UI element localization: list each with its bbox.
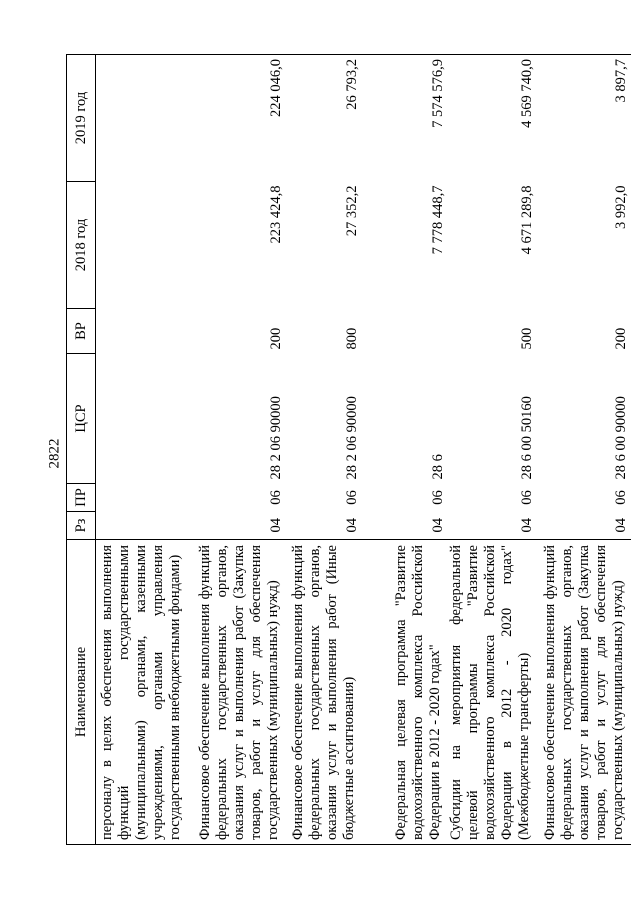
row-2018: 7 778 448,7: [429, 185, 446, 255]
row-pr: 06: [612, 490, 629, 505]
row-2018: [96, 182, 188, 309]
row-2018: 3 992,0: [612, 185, 629, 229]
row-vr: 200: [612, 327, 629, 350]
page-number: 2822: [46, 438, 63, 469]
row-csr: 28 2 06 90000: [267, 396, 284, 480]
row-name: Финансовое обеспечение выполнения функций федеральных государственных органов, оказания услуг и выполнения работ (Закупка товаров, работ и услуг для обеспечения государственных (муниципальных) нужд): [188, 540, 286, 845]
table-row: [537, 55, 631, 845]
table-row: [286, 55, 362, 845]
row-2019: 4 569 740,0: [448, 55, 537, 182]
row-rz: 04: [343, 518, 360, 533]
header-vr: ВР: [67, 309, 96, 354]
table-row: [96, 55, 188, 845]
row-2018: 27 352,2: [343, 185, 360, 237]
row-name: Финансовое обеспечение выполнения функций федеральных государственных органов, оказания услуг и выполнения работ (Иные бюджетные ассигнования): [286, 540, 362, 845]
row-pr: 06: [429, 490, 446, 505]
row-csr: [96, 354, 188, 484]
table-header-row: [67, 55, 96, 845]
row-name: Субсидии на мероприятия федеральной целевой программы "Развитие водохозяйственного комплекса Российской Федерации в 2012 - 2020 годах" (Межбюджетные трансферты): [448, 540, 537, 845]
row-name: Финансовое обеспечение выполнения функций федеральных государственных органов, оказания услуг и выполнения работ (Закупка товаров, работ и услуг для обеспечения государственных (муниципальных) нужд): [537, 540, 631, 845]
header-rz: Рз: [67, 512, 96, 540]
row-csr: 28 6 00 50160: [518, 396, 535, 480]
row-pr: [96, 484, 188, 512]
header-pr: ПР: [67, 484, 96, 512]
row-2019: 7 574 576,9: [362, 55, 448, 182]
row-vr: 200: [267, 327, 284, 350]
header-2019: 2019 год: [67, 55, 96, 182]
row-pr: 06: [343, 490, 360, 505]
row-csr: 28 6 00 90000: [612, 396, 629, 480]
row-vr: [362, 309, 448, 354]
row-vr: [96, 309, 188, 354]
row-2018: 4 671 289,8: [518, 185, 535, 255]
row-rz: 04: [518, 518, 535, 533]
row-rz: [96, 512, 188, 540]
table-row: [362, 55, 448, 845]
row-2019: 224 046,0: [188, 55, 286, 182]
row-rz: 04: [612, 518, 629, 533]
row-2018: 223 424,8: [267, 185, 284, 244]
row-name: персоналу в целях обеспечения выполнения функций государственными (муниципальными) органами, казенными учреждениями, органами управления государственными внебюджетными фондами): [96, 540, 188, 845]
budget-table: [66, 54, 631, 845]
header-csr: ЦСР: [67, 354, 96, 484]
row-pr: 06: [518, 490, 535, 505]
table-row: [448, 55, 537, 845]
row-name: Федеральная целевая программа "Развитие водохозяйственного комплекса Российской Федерации в 2012 - 2020 годах": [362, 540, 448, 845]
row-pr: 06: [267, 490, 284, 505]
row-rz: 04: [429, 518, 446, 533]
header-2018: 2018 год: [67, 182, 96, 309]
row-vr: 500: [518, 327, 535, 350]
row-csr: 28 6: [429, 454, 446, 480]
table-row: [188, 55, 286, 845]
header-name: Наименование: [67, 540, 96, 845]
row-vr: 800: [343, 327, 360, 350]
rotated-table-container: [66, 55, 629, 845]
row-2019: [96, 55, 188, 182]
row-2019: 3 897,7: [537, 55, 631, 182]
row-2019: 26 793,2: [286, 55, 362, 182]
row-csr: 28 2 06 90000: [343, 396, 360, 480]
row-rz: 04: [267, 518, 284, 533]
